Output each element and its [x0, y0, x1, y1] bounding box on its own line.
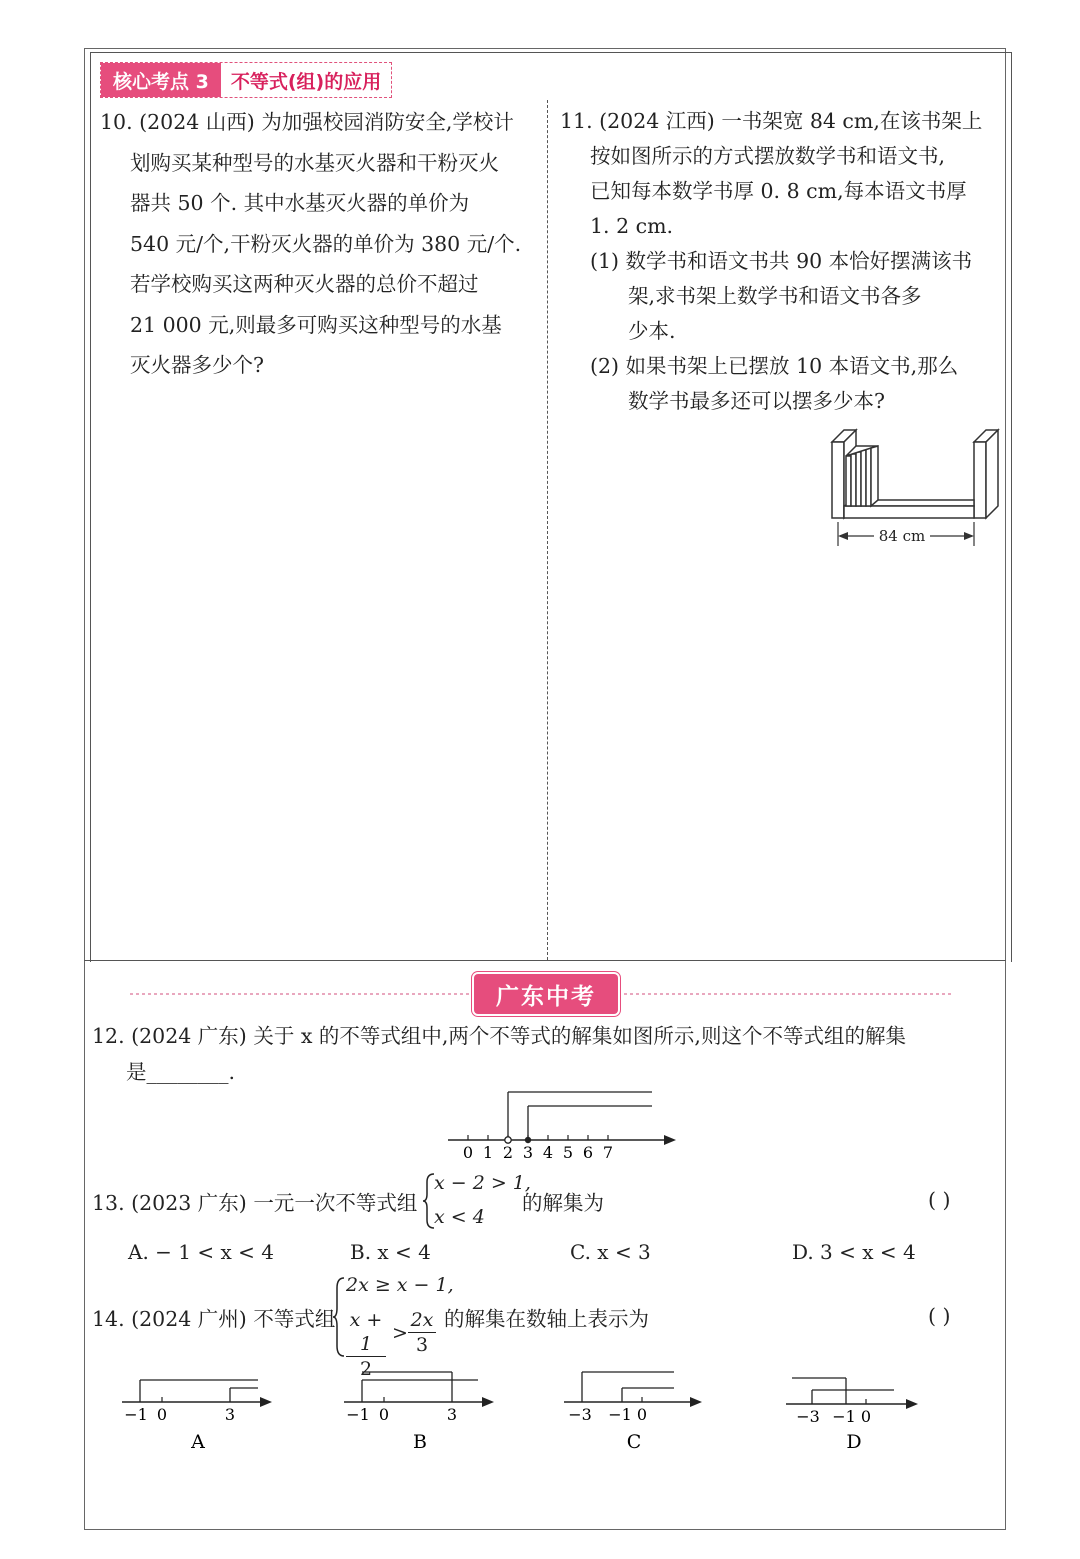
q14-option-d-number-line	[782, 1366, 942, 1456]
guangdong-exam-banner: 广东中考	[474, 974, 618, 1014]
q14d-tick-label: −1	[832, 1407, 856, 1426]
q13-option-c: C. x < 3	[570, 1240, 651, 1264]
q14-brace	[332, 1276, 346, 1358]
q12-open-point	[505, 1137, 511, 1143]
banner-line-left	[130, 993, 474, 995]
q14-answer-paren: ( )	[928, 1304, 951, 1328]
q14a-tick-label: 0	[156, 1405, 168, 1424]
q11-line: 已知每本数学书厚 0. 8 cm,每本语文书厚	[590, 179, 967, 203]
shelf-right-wall	[974, 442, 986, 518]
q13-option-b: B. x < 4	[350, 1240, 431, 1264]
q13-inequality-2: x < 4	[434, 1206, 485, 1228]
q12-line: 12. (2024 广东) 关于 x 的不等式组中,两个不等式的解集如图所示,则这个不等式组的解集	[92, 1024, 906, 1048]
q14b-tick-label: 3	[446, 1405, 458, 1424]
q14-frac2-numerator: 2x	[408, 1308, 436, 1333]
q14-frac1-numerator: x + 1	[346, 1308, 386, 1357]
q14d-tick-label: 0	[860, 1407, 872, 1426]
q11-part1-line: (1) 数学书和语文书共 90 本恰好摆满该书	[590, 249, 973, 273]
section-tag: 核心考点 3	[101, 63, 221, 97]
q14-frac1-denominator: 2	[359, 1358, 373, 1380]
q13-suffix: 的解集为	[522, 1191, 604, 1215]
q10-line: 540 元/个,干粉灭火器的单价为 380 元/个.	[130, 231, 522, 256]
section-title: 不等式(组)的应用	[221, 63, 391, 97]
q14c-tick-label: −3	[568, 1405, 592, 1424]
q11-line: 1. 2 cm.	[590, 214, 674, 238]
q14c-tick-label: 0	[636, 1405, 648, 1424]
q14c-tick-label: −1	[608, 1405, 632, 1424]
q10-line: 21 000 元,则最多可购买这种型号的水基	[130, 312, 502, 337]
q14-option-c-number-line	[560, 1366, 720, 1456]
q14b-tick-label: −1	[346, 1405, 370, 1424]
q11-line: 11. (2024 江西) 一书架宽 84 cm,在该书架上	[560, 109, 983, 133]
q11-part2-line: 数学书最多还可以摆多少本?	[628, 389, 885, 413]
q10-line: 若学校购买这两种灭火器的总价不超过	[130, 272, 479, 296]
q14-option-b-number-line	[340, 1366, 500, 1456]
q14b-tick-label: 0	[378, 1405, 390, 1424]
q14-fraction-2	[408, 1308, 436, 1357]
q12-tick-label: 0	[462, 1143, 474, 1162]
q12-closed-point	[525, 1137, 531, 1143]
q12-tick-label: 5	[562, 1143, 574, 1162]
q14-option-c-label: C	[626, 1431, 642, 1453]
q14-prefix: 14. (2024 广州) 不等式组	[92, 1307, 336, 1331]
q12-tick-label: 7	[602, 1143, 614, 1162]
q12-tick-label: 1	[482, 1143, 494, 1162]
q13-answer-paren: ( )	[928, 1188, 951, 1212]
q14-greater-than: >	[392, 1322, 408, 1344]
q13-inequality-1: x − 2 > 1,	[434, 1172, 531, 1194]
q12-tick-label: 3	[522, 1143, 534, 1162]
q10-line: 器共 50 个. 其中水基灭火器的单价为	[130, 191, 470, 215]
bookshelf-figure	[826, 420, 1006, 550]
q14-option-a-label: A	[191, 1431, 205, 1453]
shelf-width-label: 84 cm	[878, 527, 926, 545]
q14-option-d-label: D	[846, 1431, 862, 1453]
q12-tick-label: 6	[582, 1143, 594, 1162]
question-11	[560, 104, 1005, 419]
q14d-tick-label: −3	[796, 1407, 820, 1426]
shelf-left-wall	[832, 442, 844, 518]
q12-tick-label: 4	[542, 1143, 554, 1162]
q13-option-d: D. 3 < x < 4	[792, 1240, 916, 1264]
section-header	[100, 62, 392, 98]
question-12	[92, 1018, 1007, 1090]
column-divider	[547, 100, 548, 960]
q14a-tick-label: 3	[224, 1405, 236, 1424]
section-divider	[84, 960, 1006, 961]
q12-number-line	[440, 1084, 690, 1164]
q11-part1-line: 架,求书架上数学书和语文书各多	[628, 284, 922, 308]
q11-part2-line: (2) 如果书架上已摆放 10 本语文书,那么	[590, 354, 959, 378]
q12-tick-label: 2	[502, 1143, 514, 1162]
q13-prefix: 13. (2023 广东) 一元一次不等式组	[92, 1191, 418, 1215]
q10-line: 划购买某种型号的水基灭火器和干粉灭火	[130, 150, 499, 175]
q11-line: 按如图所示的方式摆放数学书和语文书,	[590, 144, 946, 168]
q14-frac2-denominator: 3	[415, 1334, 429, 1356]
q14-suffix: 的解集在数轴上表示为	[444, 1307, 649, 1331]
q14-option-a-number-line	[118, 1366, 278, 1456]
question-10	[100, 102, 542, 386]
q12-line: 是________.	[126, 1060, 236, 1084]
q10-line: 10. (2024 山西) 为加强校园消防安全,学校计	[100, 110, 514, 134]
banner-line-right	[618, 993, 952, 995]
shelf-base	[844, 506, 974, 518]
q13-option-a: A. − 1 < x < 4	[128, 1240, 274, 1264]
q14-option-b-label: B	[413, 1431, 427, 1453]
q10-line: 灭火器多少个?	[130, 353, 264, 377]
q11-part1-line: 少本.	[628, 319, 676, 343]
q14a-tick-label: −1	[124, 1405, 148, 1424]
q14-inequality-1: 2x ≥ x − 1,	[346, 1274, 454, 1296]
